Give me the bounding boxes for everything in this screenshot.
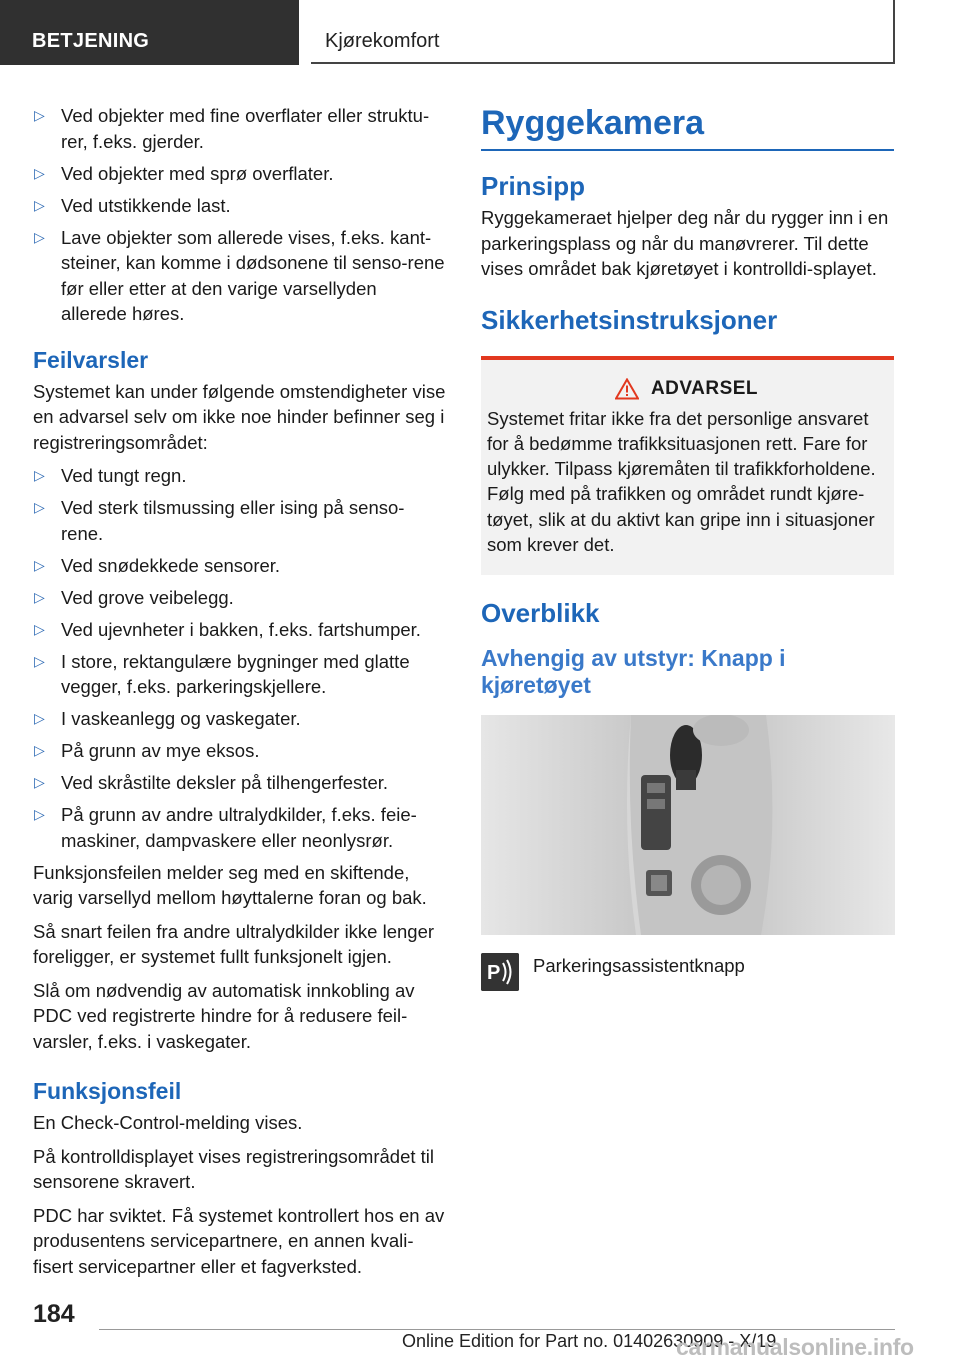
caption-text: Parkeringsassistentknapp (533, 955, 745, 977)
list-item: ▷ Ved utstikkende last. (33, 193, 446, 219)
edition-text: Online Edition for Part no. 01402630909 - X/19 (402, 1331, 777, 1351)
bullet-arrow-icon: ▷ (34, 228, 45, 245)
bullet-arrow-icon: ▷ (34, 499, 45, 515)
page-number: 184 (33, 1300, 75, 1328)
list-item: ▷ Ved skråstilte deksler på tilhengerfester. (33, 770, 446, 796)
list-item: ▷ Lave objekter som allerede vises, f.eks. kant-steiner, kan komme i dødsonene til senso-rene før eller etter at den varige varsellyden allerede høres. (34, 226, 445, 324)
list-item: ▷ Ved objekter med fine overflater eller struktu-rer, f.eks. gjerder. (34, 105, 430, 152)
bullet-list-feil (33, 463, 446, 853)
list-item: ▷ Ved tungt regn. (33, 463, 446, 489)
sikkerhet-heading: Sikkerhetsinstruksjoner (481, 304, 778, 335)
paragraph: Funksjonsfeilen melder seg med en skiftende, varig varsellyd mellom høyttalerne foran og bak. (33, 861, 427, 908)
bullet-arrow-icon: ▷ (34, 164, 45, 181)
list-item: ▷ Ved snødekkede sensorer. (33, 553, 446, 579)
list-item: ▷ På grunn av mye eksos. (33, 738, 446, 764)
bullet-arrow-icon: ▷ (34, 467, 45, 483)
bullet-arrow-icon: ▷ (34, 806, 45, 822)
figure-caption (481, 953, 894, 991)
bullet-arrow-icon: ▷ (34, 107, 45, 123)
list-item: ▷ I vaskeanlegg og vaskegater. (33, 706, 446, 732)
list-item: ▷ Ved objekter med sprø overflater. (33, 161, 446, 187)
warning-triangle-icon (615, 378, 639, 400)
page-title: Ryggekamera (481, 103, 894, 151)
svg-text:P: P (487, 962, 501, 985)
warning-label: ADVARSEL (650, 377, 759, 399)
prinsipp-text: Ryggekameraet hjelper deg når du rygger inn i en parkeringsplass og når du manøvrerer. Til dette vises området bak kjøretøyet i kontrolldi-splayet. (481, 207, 889, 279)
center-console-image (481, 715, 895, 935)
list-item: ▷ På grunn av andre ultralydkilder, f.eks. feie-maskiner, dampvaskere eller neonlysrør. (34, 804, 417, 851)
warning-box (481, 356, 894, 576)
paragraph: En Check-Control-melding vises. (33, 1112, 303, 1133)
warning-text: Systemet fritar ikke fra det personlige ansvaret for å bedømme trafikksituasjonen rett. Fare for ulykker. Tilpass kjøremåten til trafikkforholdene. Følg med på trafikken og området rundt kjøre-tøyet, slik at du aktivt kan gripe inn i situasjoner som krever det. (487, 407, 876, 555)
bullet-arrow-icon: ▷ (34, 652, 45, 669)
paragraph: PDC har sviktet. Få systemet kontrollert hos en av produsentens servicepartnere, en annen kvali-fisert servicepartner eller et fagverksted. (33, 1204, 445, 1277)
watermark: carmanualsonline.info (676, 1334, 914, 1360)
bullet-arrow-icon: ▷ (34, 742, 45, 758)
overblikk-heading: Overblikk (481, 598, 600, 629)
right-column (481, 103, 894, 991)
bullet-arrow-icon: ▷ (34, 556, 45, 573)
list-item: ▷ Ved grove veibelegg. (33, 585, 446, 611)
utstyr-heading: Avhengig av utstyr: Knapp i kjøretøyet (481, 645, 786, 699)
prinsipp-heading: Prinsipp (481, 171, 586, 201)
list-item: ▷ Ved sterk tilsmussing eller ising på senso-rene. (34, 497, 405, 544)
feilvarsler-intro: Systemet kan under følgende omstendigheter vise en advarsel selv om ikke noe hinder befinner seg i registreringsområdet: (33, 380, 446, 453)
paragraph: På kontrolldisplayet vises registreringsområdet til sensorene skravert. (33, 1145, 435, 1192)
chapter-title: Kjørekomfort (311, 0, 895, 64)
warning-title (487, 378, 886, 400)
bullet-arrow-icon: ▷ (34, 588, 45, 605)
feilvarsler-heading: Feilvarsler (33, 346, 149, 373)
paragraph: Så snart feilen fra andre ultralydkilder ikke lenger foreligger, er systemet fullt funksjonelt igjen. (33, 920, 435, 967)
console-photo (481, 715, 895, 935)
bullet-list-top (33, 103, 446, 327)
list-item: ▷ Ved ujevnheter i bakken, f.eks. fartshumper. (33, 617, 446, 643)
bullet-arrow-icon: ▷ (34, 710, 45, 726)
footer-divider (99, 1329, 895, 1330)
section-tab: BETJENING (0, 0, 299, 65)
bullet-arrow-icon: ▷ (34, 620, 45, 637)
parking-sensor-icon (481, 953, 519, 991)
list-item: ▷ I store, rektangulære bygninger med glatte vegger, f.eks. parkeringskjellere. (34, 650, 410, 697)
funksjonsfeil-heading: Funksjonsfeil (33, 1078, 182, 1104)
bullet-arrow-icon: ▷ (34, 774, 45, 790)
bullet-arrow-icon: ▷ (34, 196, 45, 213)
paragraph: Slå om nødvendig av automatisk innkobling av PDC ved registrerte hindre for å redusere feil-varsler, f.eks. i vaskegater. (33, 979, 415, 1052)
left-column (33, 103, 446, 1287)
